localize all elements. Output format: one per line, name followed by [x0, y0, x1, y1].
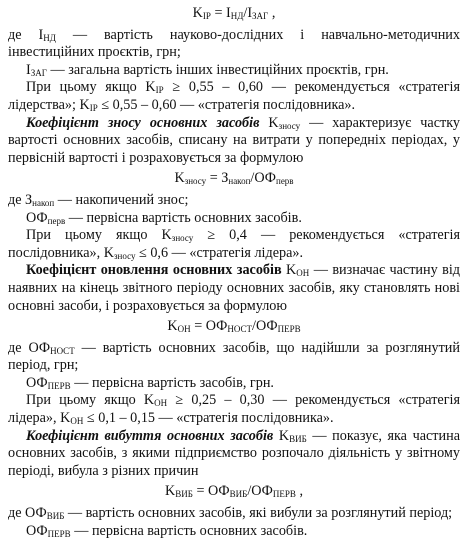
- paragraph-ofperv3-def: $ОФ_{ПЕРВ}$ — первісна вартість основних засобів.: [26, 522, 308, 539]
- paragraph-znakop-def: де $З_{накоп}$ — накопичений знос;: [8, 191, 189, 208]
- paragraph-ofnost-def: де $ОФ_{НОСТ}$ — вартість основних засобів, що надійшли за розглянутий період, грн;: [8, 339, 460, 374]
- formula-kvib: $K_{ВИБ} = ОФ_{ВИБ}/ОФ_{ПЕРВ}$ ,: [164, 483, 303, 500]
- paragraph-kznosu-def: Коефіцієнт зносу основних засобів $K_{зносу}$ — характеризує частку вартості основних засобів, списану на витрати у попередніх періодах, у первісній вартості і розраховується за формулою: [8, 114, 460, 166]
- paragraph-kir-rule: При цьому якщо $K_{IP} \ge 0,55 - 0,60$ — рекомендується «стратегія лідерства»; $K_{IP} \le 0,55 - 0,60$ — «стратегія послідовника».: [8, 79, 460, 113]
- paragraph-ofperv2-def: $ОФ_{ПЕРВ}$ — первісна вартість засобів, грн.: [26, 374, 274, 391]
- paragraph-kvib-def: Коефіцієнт вибуття основних засобів $K_{ВИБ}$ — показує, яка частина основних засобів, з якими підприємство розпочало діяльність у звітному періоді, вибула з різних причин: [8, 427, 460, 479]
- paragraph-kon-rule: При цьому якщо $K_{ОН} \ge 0,25 - 0,30$ — рекомендується «стратегія лідера», $K_{ОН} \le 0,1 - 0,15$ — «стратегія послідовника».: [8, 392, 460, 427]
- formula-kznosu: $K_{зносу} = З_{накоп}/ОФ_{перв}$: [174, 170, 294, 187]
- paragraph-kznosu-rule: При цьому якщо $K_{зносу} \ge 0,4$ — рекомендується «стратегія послідовника», $K_{зносу} \le 0,6$ — «стратегія лідера».: [8, 227, 460, 261]
- paragraph-ofperv-def: $ОФ_{перв}$ — первісна вартість основних засобів.: [26, 209, 302, 226]
- formula-kir: $K_{IP} = I_{НД}/I_{ЗАГ}$ ,: [192, 5, 276, 21]
- paragraph-ofvib-def: де $ОФ_{ВИБ}$ — вартість основних засобів, які вибули за розглянутий період;: [8, 505, 453, 522]
- paragraph-kon-def: Коефіцієнт оновлення основних засобів $K_{ОН}$ — визначає частину від наявних на кінець звітного періоду основних засобів, яку становлять нові основні засоби, і розраховується за формулою: [8, 262, 460, 314]
- paragraph-izag-def: $I_{ЗАГ}$ — загальна вартість інших інвестиційних проєктів, грн.: [26, 61, 389, 78]
- paragraph-ind-def: де $I_{НД}$ — вартість науково-дослідних і навчально-методичних інвестиційних проєктів, грн;: [8, 26, 460, 61]
- formula-kon: $K_{ОН} = ОФ_{НОСТ}/ОФ_{ПЕРВ}$: [167, 318, 301, 335]
